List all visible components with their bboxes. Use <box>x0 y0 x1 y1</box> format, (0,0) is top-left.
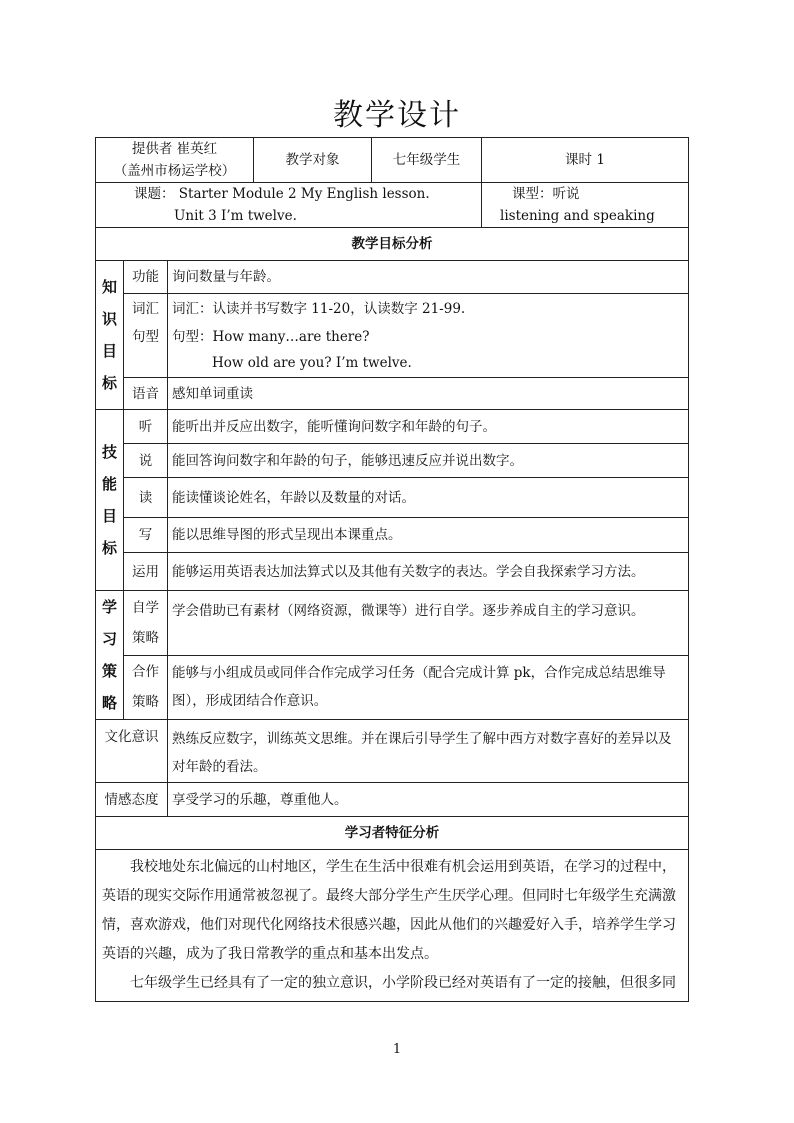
knowledge-phonetics-row <box>96 378 689 410</box>
knowledge-pattern-row <box>96 324 689 378</box>
knowledge-vocab-row <box>96 294 689 324</box>
learner-paragraph-2: 七年级学生已经具有了一定的独立意识，小学阶段已经对英语有了一定的接触，但很多同 <box>130 975 676 991</box>
provider-school: （盖州市杨运学校） <box>113 163 236 179</box>
cooperation-text: 能够与小组成员或同伴合作完成学习任务（配合完成计算 pk，合作完成总结思维导图），形成团结合作意识。 <box>168 655 689 720</box>
label-line: 策略 <box>132 694 159 711</box>
document-title: 教学设计 <box>333 98 461 133</box>
speak-label: 说 <box>124 444 168 478</box>
function-label: 功能 <box>124 261 168 294</box>
label-char: 学 <box>101 598 117 616</box>
write-text: 能以思维导图的形式呈现出本课重点。 <box>168 518 689 553</box>
lesson-type-line1: 课型：听说 <box>512 186 580 202</box>
vocab-text: 词汇：认读并书写数字 11-20，认读数字 21-99. <box>168 294 689 324</box>
skills-read-row <box>96 478 689 518</box>
self-study-label <box>124 591 168 656</box>
apply-text: 能够运用英语表达加法算式以及其他有关数字的表达。学会自我探索学习方法。 <box>168 553 689 591</box>
topic-row <box>96 183 689 228</box>
read-text: 能读懂谈论姓名，年龄以及数量的对话。 <box>168 478 689 518</box>
pattern-label: 句型 <box>124 324 168 378</box>
cooperation-label <box>124 655 168 720</box>
learner-analysis-row <box>96 850 689 1002</box>
skills-speak-row <box>96 444 689 478</box>
topic-line2: Unit 3 I’m twelve. <box>174 208 297 224</box>
pattern-line1: 句型：How many…are there? <box>172 328 370 345</box>
lesson-type-cell <box>482 183 689 228</box>
label-line: 策略 <box>132 629 159 646</box>
label-char: 识 <box>101 310 117 328</box>
provider-cell <box>96 138 254 183</box>
label-line: 合作 <box>132 664 159 681</box>
label-char: 习 <box>101 630 117 648</box>
label-char: 能 <box>101 475 117 493</box>
header-row <box>96 138 689 183</box>
topic-line1: 课题： Starter Module 2 My English lesson. <box>134 186 430 202</box>
emotion-label: 情感态度 <box>96 783 168 817</box>
learner-analysis-cell <box>96 850 689 1002</box>
phonetics-label: 语音 <box>124 378 168 410</box>
skills-apply-row <box>96 553 689 591</box>
speak-text: 能回答询问数字和年龄的句子，能够迅速反应并说出数字。 <box>168 444 689 478</box>
section-heading-row <box>96 228 689 261</box>
period-cell: 课时 1 <box>482 138 689 183</box>
label-char: 标 <box>101 374 117 392</box>
page-number: 1 <box>392 1042 402 1057</box>
label-char: 目 <box>101 342 117 360</box>
skills-write-row <box>96 518 689 553</box>
apply-label: 运用 <box>124 553 168 591</box>
emotion-row <box>96 783 689 817</box>
lesson-type-line2: listening and speaking <box>500 208 655 224</box>
section-heading-objectives: 教学目标分析 <box>96 228 689 261</box>
label-char: 知 <box>101 278 117 296</box>
function-text: 询问数量与年龄。 <box>168 261 689 294</box>
label-line: 自学 <box>132 599 159 616</box>
section-heading-row <box>96 817 689 850</box>
culture-label: 文化意识 <box>96 720 168 783</box>
culture-row <box>96 720 689 783</box>
label-char: 策 <box>101 662 117 680</box>
target-value: 七年级学生 <box>372 138 482 183</box>
listen-text: 能听出并反应出数字，能听懂询问数字和年龄的句子。 <box>168 410 689 444</box>
read-label: 读 <box>124 478 168 518</box>
topic-cell <box>96 183 482 228</box>
self-study-text: 学会借助已有素材（网络资源，微课等）进行自学。逐步养成自主的学习意识。 <box>168 591 689 656</box>
provider-name: 提供者 崔英红 <box>131 141 218 157</box>
lesson-design-table <box>95 137 689 1002</box>
knowledge-objectives-label <box>96 261 124 410</box>
label-char: 标 <box>101 539 117 557</box>
learning-strategy-label <box>96 591 124 720</box>
strategy-coop-row <box>96 655 689 720</box>
learner-paragraph-1: 我校地处东北偏远的山村地区，学生在生活中很难有机会运用到英语，在学习的过程中，英语的现实交际作用通常被忽视了。最终大部分学生产生厌学心理。但同时七年级学生充满激情，喜欢游戏，他们对现代化网络技术很感兴趣，因此从他们的兴趣爱好入手，培养学生学习英语的兴趣，成为了我日常教学的重点和基本出发点。 <box>102 859 676 962</box>
strategy-self-row <box>96 591 689 656</box>
vocab-label: 词汇 <box>124 294 168 324</box>
skills-listen-row <box>96 410 689 444</box>
write-label: 写 <box>124 518 168 553</box>
emotion-text: 享受学习的乐趣，尊重他人。 <box>168 783 689 817</box>
section-heading-learners: 学习者特征分析 <box>96 817 689 850</box>
phonetics-text: 感知单词重读 <box>168 378 689 410</box>
listen-label: 听 <box>124 410 168 444</box>
knowledge-function-row <box>96 261 689 294</box>
pattern-line2: How old are you? I’m twelve. <box>212 354 412 371</box>
label-char: 技 <box>101 443 117 461</box>
culture-text: 熟练反应数字，训练英文思维。并在课后引导学生了解中西方对数字喜好的差异以及对年龄的看法。 <box>168 720 689 783</box>
label-char: 略 <box>101 694 117 712</box>
label-char: 目 <box>101 507 117 525</box>
target-label: 教学对象 <box>254 138 372 183</box>
skills-objectives-label <box>96 410 124 591</box>
pattern-cell <box>168 324 689 378</box>
